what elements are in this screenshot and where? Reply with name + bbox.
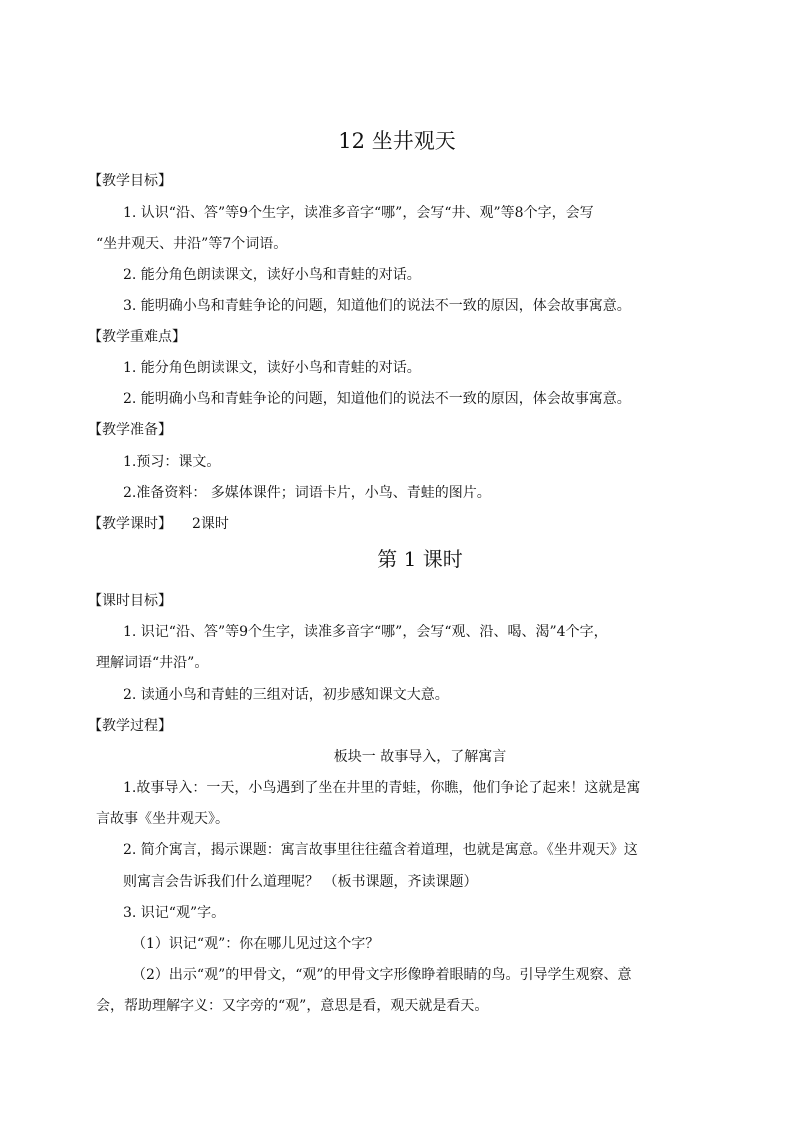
section-heading-goals: 【教学目标】	[88, 173, 172, 189]
prep-line: 2.准备资料： 多媒体课件；词语卡片，小鸟、青蛙的图片。	[123, 485, 491, 501]
goal-line: “坐井观天、井沿”等7个词语。	[96, 236, 288, 252]
process-line: 则寓言会告诉我们什么道理呢？ （板书课题，齐读课题）	[123, 874, 478, 890]
process-line: 1.故事导入：一天，小鸟遇到了坐在井里的青蛙，你瞧，他们争论了起来！这就是寓	[123, 780, 641, 796]
process-line: 3. 识记“观”字。	[123, 905, 226, 921]
section-heading-period-goals: 【课时目标】	[88, 593, 172, 609]
period-title: 第 1 课时	[377, 547, 463, 571]
document-title: 12 坐井观天	[338, 129, 456, 153]
goal-line: 2. 能分角色朗读课文，读好小鸟和青蛙的对话。	[123, 267, 421, 283]
section-heading-process: 【教学过程】	[88, 718, 172, 734]
section-heading-hours	[88, 514, 229, 534]
period-goal-line: 2. 读通小鸟和青蛙的三组对话，初步感知课文大意。	[123, 687, 449, 703]
process-line: 2. 简介寓言，揭示课题：寓言故事里往往蕴含着道理，也就是寓意。《坐井观天》这	[123, 842, 638, 858]
hours-value: 2课时	[192, 516, 229, 532]
hours-label: 【教学课时】	[88, 516, 172, 532]
period-goal-line: 1. 识记“沿、答”等9个生字，读准多音字“哪”，会写“观、沿、喝、渴”4个字，	[123, 624, 608, 640]
section-heading-prep: 【教学准备】	[88, 422, 172, 438]
block-title: 板块一 故事导入，了解寓言	[333, 749, 507, 765]
process-line: 言故事《坐井观天》。	[96, 811, 229, 827]
period-goal-line: 理解词语“井沿”。	[96, 655, 209, 671]
prep-line: 1.预习：课文。	[123, 454, 221, 470]
key-point-line: 1. 能分角色朗读课文，读好小鸟和青蛙的对话。	[123, 360, 421, 376]
section-heading-key-points: 【教学重难点】	[88, 329, 186, 345]
goal-line: 1. 认识“沿、答”等9个生字，读准多音字“哪”，会写“井、观”等8个字，会写	[123, 205, 594, 221]
process-line: （1）识记“观”：你在哪儿见过这个字？	[132, 936, 380, 952]
process-line: （2）出示“观”的甲骨文，“观”的甲骨文字形像睁着眼睛的鸟。引导学生观察、意	[132, 967, 632, 983]
key-point-line: 2. 能明确小鸟和青蛙争论的问题，知道他们的说法不一致的原因，体会故事寓意。	[123, 391, 631, 407]
process-line: 会，帮助理解字义：又字旁的“观”，意思是看，观天就是看天。	[96, 998, 489, 1014]
goal-line: 3. 能明确小鸟和青蛙争论的问题，知道他们的说法不一致的原因，体会故事寓意。	[123, 298, 631, 314]
